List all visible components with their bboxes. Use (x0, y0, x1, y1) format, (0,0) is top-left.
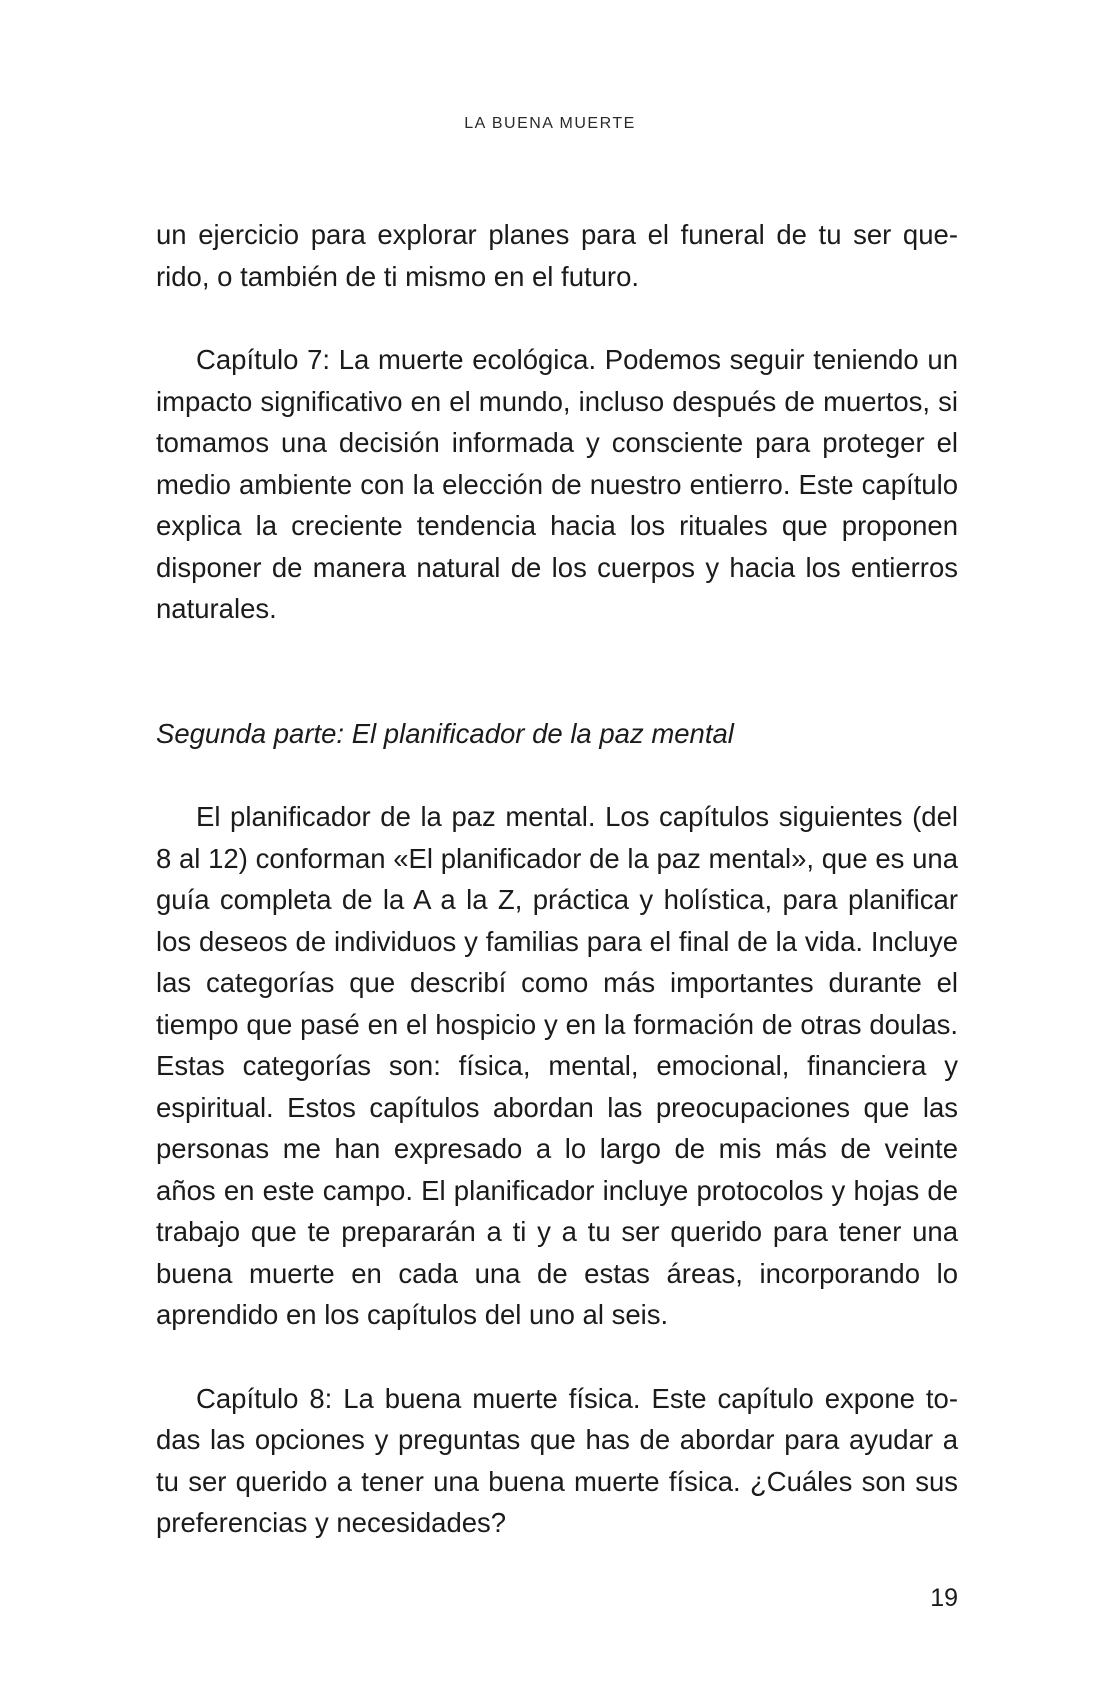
page-number: 19 (930, 1584, 958, 1612)
section-title: Segunda parte: El planificador de la paz mental (156, 717, 734, 749)
paragraph-chapter-8: Capítulo 8: La buena muerte física. Este capítulo expone todas las opciones y preguntas que has de abordar para ayudar a tu ser querido a tener una buena muerte física. ¿Cuáles son sus preferencias y necesidades? (156, 1382, 958, 1538)
paragraph-planner: El planificador de la paz mental. Los capítulos siguientes (del 8 al 12) conforman «El planificador de la paz mental», que es una guía completa de la A a la Z, práctica y holística, para planificar los deseos de individuos y familias para el final de la vida. Incluye las categorías que describí como más importantes durante el tiempo que pasé en el hospicio y en la formación de otras doulas. Estas categorías son: física, mental, emocional, financiera y espiritual. Estos capítulos abordan las preocupaciones que las personas me han expresado a lo largo de mis más de veinte años en este campo. El planificador incluye protocolos y hojas de trabajo que te prepararán a ti y a tu ser querido para tener una buena muerte en cada una de estas áreas, incorporando lo aprendido en los capítulos del uno al seis. (156, 801, 958, 1330)
running-head: LA BUENA MUERTE (464, 115, 636, 132)
body-text (156, 214, 958, 1544)
paragraph-continuation: un ejercicio para explorar planes para el funeral de tu ser querido, o también de ti mismo en el futuro. (156, 219, 958, 292)
paragraph-chapter-7: Capítulo 7: La muerte ecológica. Podemos seguir teniendo un impacto significativo en el mundo, incluso después de muertos, si tomamos una decisión informada y consciente para proteger el medio ambiente con la elección de nuestro entierro. Este capítulo explica la creciente tendencia hacia los rituales que proponen disponer de manera natural de los cuerpos y hacia los entierros naturales. (156, 344, 958, 624)
